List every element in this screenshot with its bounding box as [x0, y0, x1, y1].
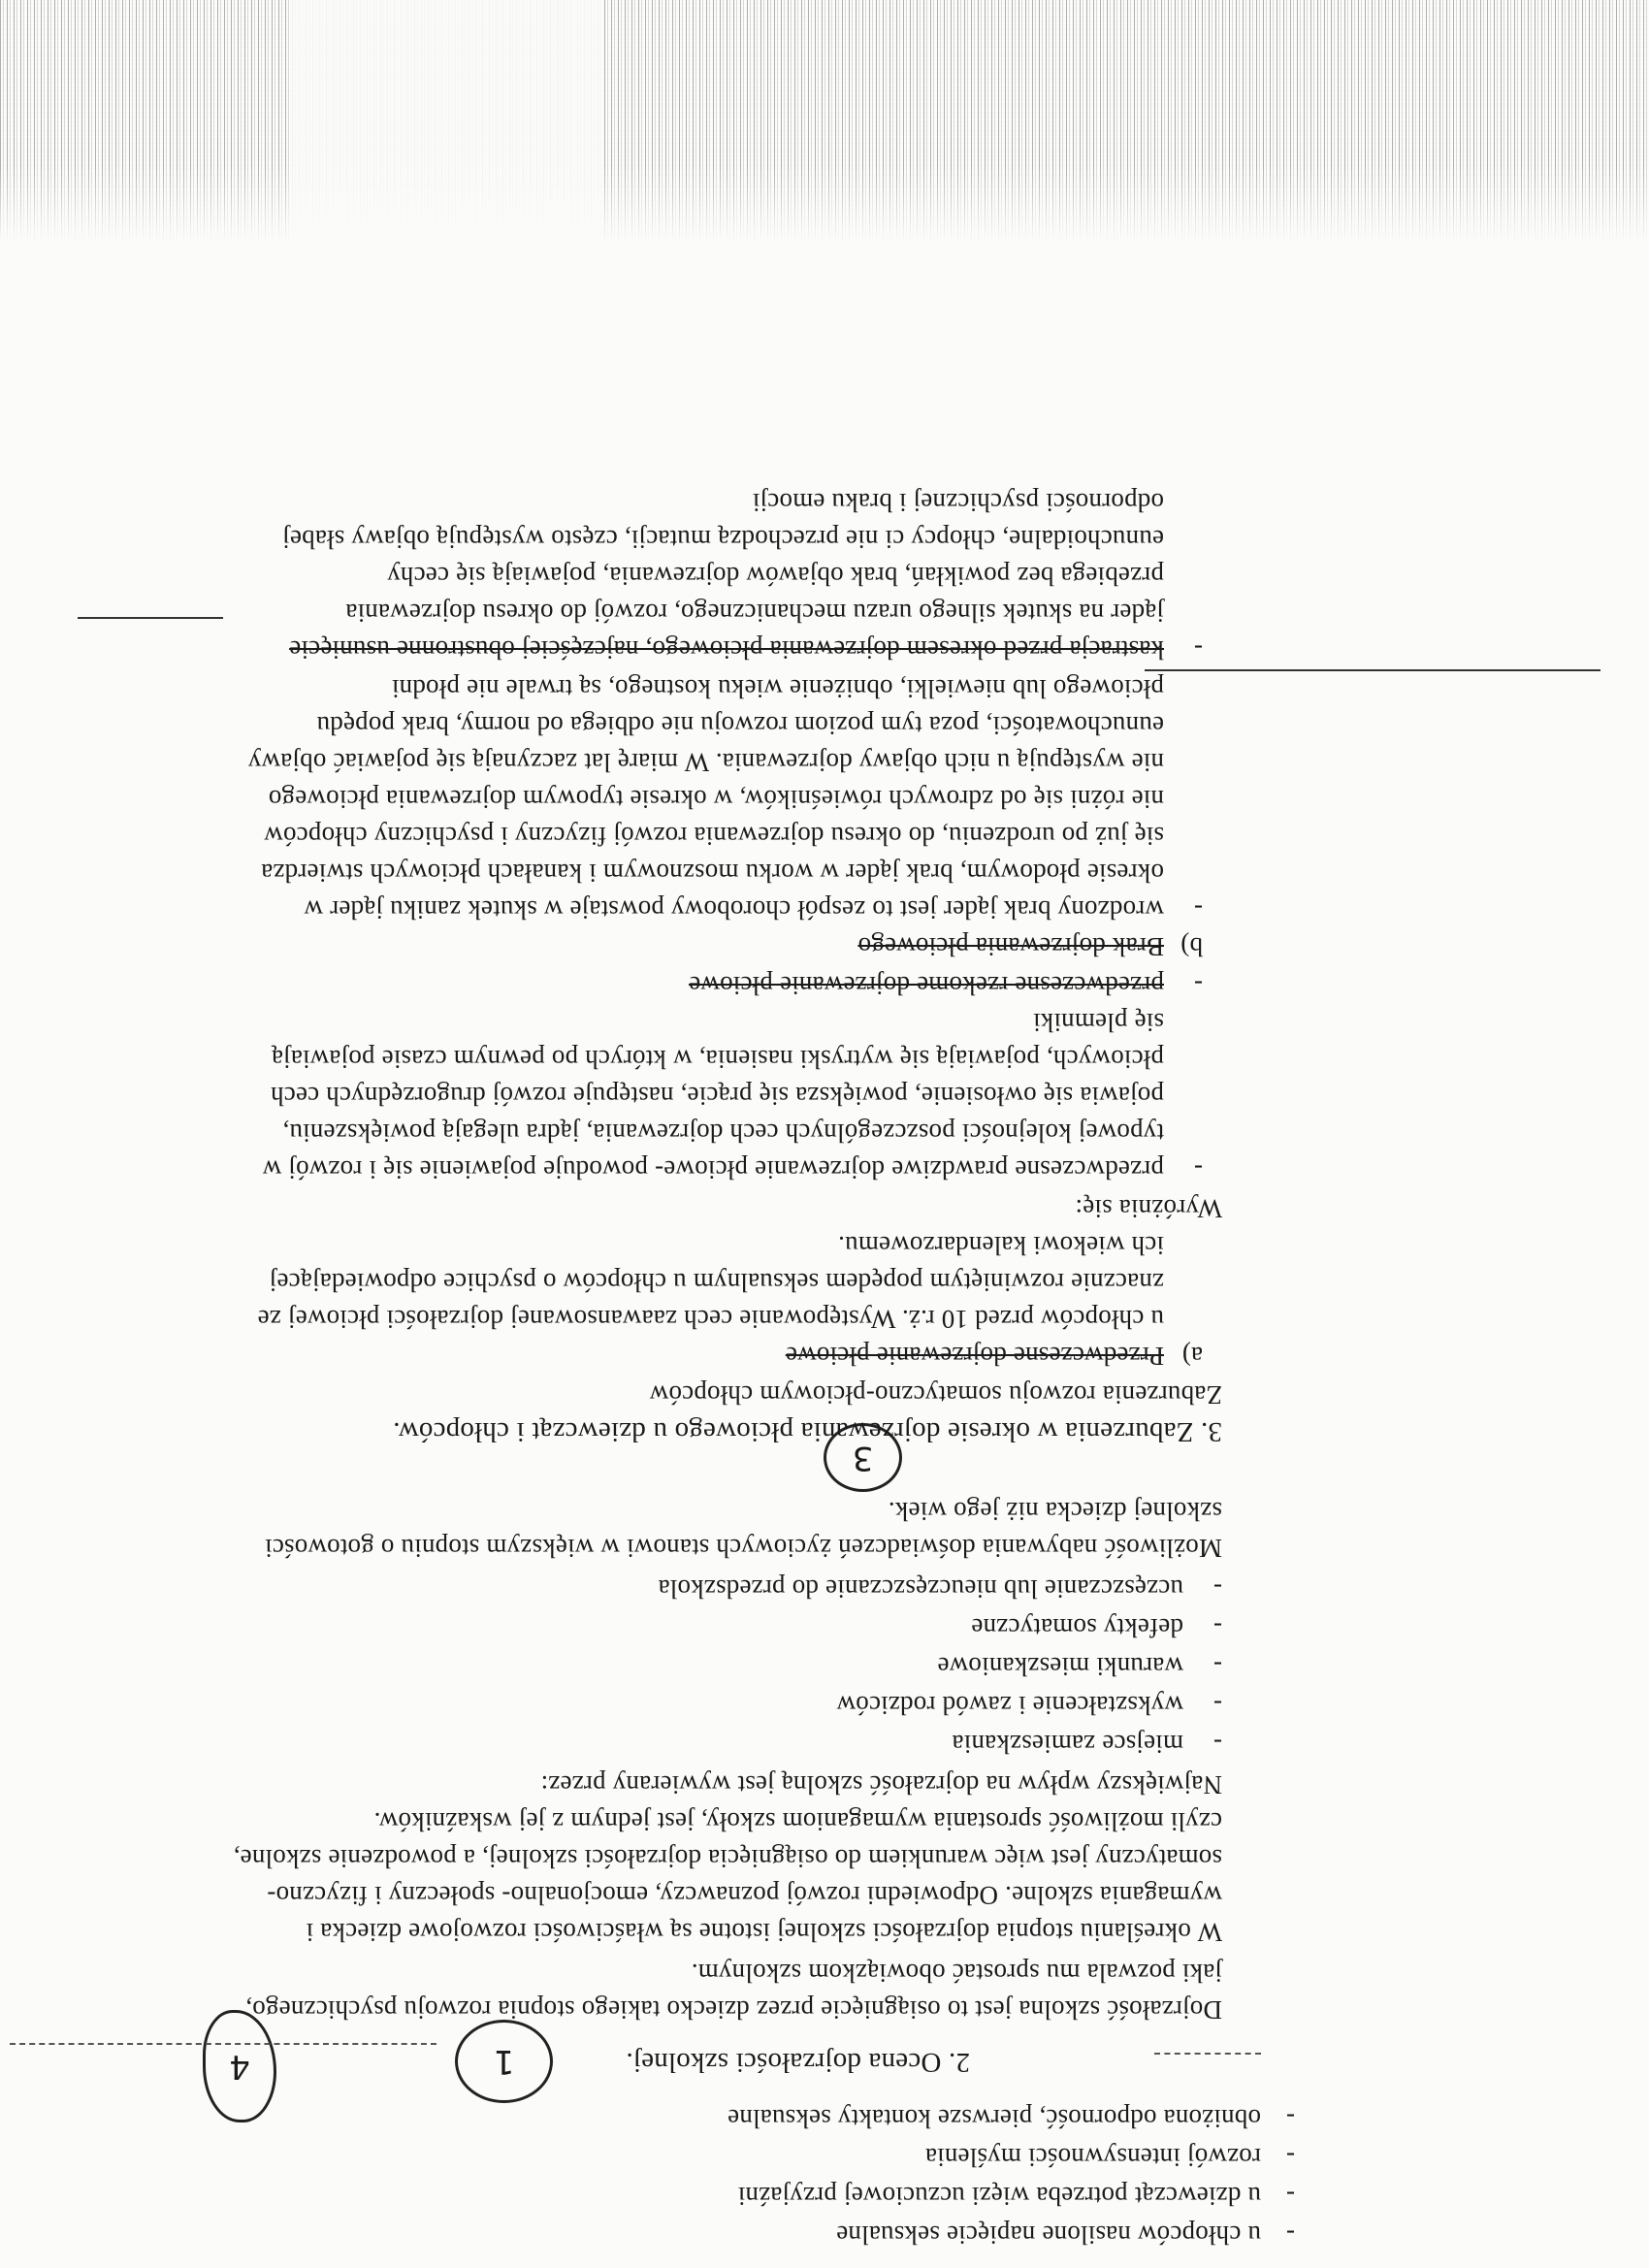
- s2-factor: uczęszczanie lub nieuczęszczanie do przedszkola: [658, 1574, 1183, 1604]
- section-3-heading: 3. Zaburzenia w okresie dojrzewania płciowego u dziewcząt i chłopców.: [393, 1416, 1222, 1447]
- s3-prawdziwe-line: płciowych, pojawiają się wytryski nasienia, w których po pewnym czasie pojawiają: [271, 1045, 1164, 1074]
- s3-prawdziwe-line: pojawia się owłosienie, powiększa się prącie, następuje rozwój drugorzędnych cech: [270, 1082, 1164, 1111]
- s3-item-a-title: Przedwczesne dojrzewanie płciowe: [785, 1342, 1164, 1371]
- s3-wrodzony-line: nie różni się od zdrowych rówieśników, w okresie typowym dojrzewania płciowego: [268, 785, 1164, 814]
- s3-item-a-text: znacznie rozwiniętym popędem seksualnym u chłopców o psychice odpowiedającej: [269, 1268, 1164, 1297]
- s2-para3-line: Możliwość nabywania doświadczeń życiowych stanowi w większym stopniu o gotowości: [264, 1534, 1222, 1563]
- s3-kastracja-line: przebiega bez powikłań, brak objawów dojrzewania, pojawiają się cechy: [387, 562, 1164, 591]
- s3-prawdziwe-line: się plemniki: [1032, 1008, 1164, 1037]
- rotated-content: 4 - u chłopców nasilone napięcie seksualne - u dziewcząt potrzeba więzi uczuciowej przyjaźni - rozwój intensywności myślenia - obniżona odporność, pierwsze kontakty seksualne 2. Ocena dojrzałości szkolnej. 1 Dojrzałość szkolna jest to osiągnięcie przez dziecko takiego stopnia rozwoju psychicznego, jaki pozwala mu sprostać obowiązkom szkolnym. W określaniu stopnia dojrzałości szkolnej istotne są właściwości rozwojowe dziecka i wymagania szkolne. Odpowiedni rozwój poznawczy, emocjonalno- społeczny i fizyczno- somatyczny jest więc warunkiem do osiągnięcia dojrzałości szkolnej, a powodzenie szkolne, czyli możliwość sprostania wymaganiom szkoły, jest jednym z jej wskaźników. Największy wpływ na dojrzałość szkolną jest wywierany przez: - miejsce zamieszkania - wykształcenie i zawód rodziców - warunki mieszkaniowe - defekty somatyczne - uczęszczanie lub nieuczęszczanie do przedszkola Możliwość nabywania doświadczeń życiowych stanowi w większym stopniu o gotowości szkolnej dziecka niż jego wiek. 3 3. Zaburzenia w okresie dojrzewania płciowego u dziewcząt i chłopców. Zaburzenia rozwoju somatyczno-płciowym chłopców a) Przedwczesne dojrzewanie płciowe u chłopców przed 10 r.ż. Występowanie cech zaawansowanej dojrzałości płciowej ze znacznie rozwiniętym popędem seksualnym u chłopców o psychice odpowiedającej ich wiekowi kalendarzowemu. Wyróżnia się: - przedwczesne prawdziwe dojrzewanie płciowe- powoduje pojawienie się i rozwój w typowej kolejności poszczególnych cech dojrzewania, jądra ulegają powiększeniu, pojawia się owłosienie, powiększa się prącie, następuje rozwój drugorzędnych cech płciowych, pojawiają się wytryski nasienia, w których po pewnym czasie pojawiają się plemniki - przedwczesne rzekome dojrzewanie płciowe b) Brak dojrzewania płciowego - wrodzony brak jąder jest to zespół chorobowy powstaje w skutek zaniku jąder w okresie płodowym, brak jąder w worku mosznowym i kanałach płciowych stwierdza się już po urodzeniu, do okresu dojrzewania rozwój fizyczny i psychiczny chłopców nie różni się od zdrowych rówieśników, w okresie typowym dojrzewania płciowego nie występują u nich objawy dojrzewania. W miarę lat zaczynają się pojawiać objawy eunuchowatości, poza tym poziom rozwoju nie odbiega od normy, brak popędu płciowego lub niewielki, obniżenie wieku kostnego, są trwale nie płodni - kastracja przed okresem dojrzewania płciowego, najczęściej obustronne usunięcie jąder na skutek silnego urazu mechanicznego, rozwój do okresu dojrzewania przebiega bez powikłań, brak objawów dojrzewania, pojawiają się cechy eunuchoidalne, chłopcy ci nie przechodzą mutacji, często występują objawy słabej odporności psychicznej i braku emocji: [0, 0, 1649, 2268]
- s3-wrodzony-line: płciowego lub niewielki, obniżenie wieku kostnego, są trwale nie płodni: [391, 674, 1164, 703]
- s3-item-a-text: ich wiekowi kalendarzowemu.: [837, 1231, 1164, 1260]
- s2-para2-line: czyli możliwość sprostania wymaganiom szkoły, jest jednym z jej wskaźników.: [373, 1807, 1222, 1836]
- s3-item-a-text: u chłopców przed 10 r.ż. Występowanie cech zaawansowanej dojrzałości płciowej ze: [257, 1305, 1164, 1334]
- s2-factor: defekty somatyczne: [971, 1613, 1183, 1642]
- s3-wyroznia: Wyróżnia się:: [1075, 1194, 1222, 1223]
- section-2-heading: 2. Ocena dojrzałości szkolnej.: [626, 2047, 970, 2078]
- s3-wrodzony-line: eunuchowatości, poza tym poziom rozwoju nie odbiega od normy, brak popędu: [316, 711, 1164, 740]
- s2-para2-line: Największy wpływ na dojrzałość szkolną jest wywierany przez:: [540, 1770, 1222, 1799]
- s3-wrodzony-line: się już po urodzeniu, do okresu dojrzewania rozwój fizyczny i psychiczny chłopców: [264, 822, 1164, 851]
- s3-kastracja-line: eunuchoidalne, chłopcy ci nie przechodzą mutacji, często występują objawy słabej: [282, 525, 1164, 554]
- s2-factor: miejsce zamieszkania: [952, 1730, 1183, 1759]
- s3-wrodzony-line: nie występują u nich objawy dojrzewania. W miarę lat zaczynają się pojawiać objawy: [247, 748, 1164, 777]
- s2-para1-line: Dojrzałość szkolna jest to osiągnięcie przez dziecko takiego stopnia rozwoju psychicznego,: [245, 1995, 1222, 2025]
- top-list-item: u dziewcząt potrzeba więzi uczuciowej przyjaźni: [737, 2182, 1261, 2211]
- s2-para2-line: wymagania szkolne. Odpowiedni rozwój poznawczy, emocjonalno- społeczny i fizyczno-: [267, 1881, 1222, 1910]
- s3-wrodzony-line: wrodzony brak jąder jest to zespół chorobowy powstaje w skutek zaniku jąder w: [304, 895, 1164, 924]
- s3-wrodzony-line: okresie płodowym, brak jąder w worku mosznowym i kanałach płciowych stwierdza: [261, 859, 1164, 888]
- s2-factor: wykształcenie i zawód rodziców: [836, 1691, 1183, 1720]
- s3-kastracja-line: jąder na skutek silnego urazu mechanicznego, rozwój do okresu dojrzewania: [345, 599, 1164, 628]
- s2-para1-line: jaki pozwala mu sprostać obowiązkom szkolnym.: [691, 1959, 1222, 1988]
- top-list-item: obniżona odporność, pierwsze kontakty seksualne: [727, 2104, 1261, 2133]
- s3-item-a-label: a): [1181, 1342, 1203, 1371]
- s2-para3-line: szkolnej dziecka niż jego wiek.: [888, 1497, 1222, 1526]
- s3-prawdziwe-line: przedwczesne prawdziwe dojrzewanie płciowe- powoduje pojawienie się i rozwój w: [262, 1155, 1164, 1184]
- s2-factor: warunki mieszkaniowe: [937, 1652, 1183, 1681]
- top-list-item: u chłopców nasilone napięcie seksualne: [836, 2220, 1261, 2250]
- s3-kastracja-line: odporności psychicznej i braku emocji: [752, 488, 1164, 517]
- section-2-circle: 1: [455, 2020, 553, 2103]
- s2-para2-line: W określaniu stopnia dojrzałości szkolnej istotne są właściwości rozwojowe dziecka i: [306, 1918, 1222, 1947]
- s3-prawdziwe-line: typowej kolejności poszczególnych cech dojrzewania, jądra ulegają powiększeniu,: [282, 1118, 1164, 1148]
- s3-item-b-label: b): [1180, 932, 1203, 961]
- page-number-circle: [203, 2010, 276, 2122]
- s3-item-b-title: Brak dojrzewania płciowego: [857, 932, 1164, 961]
- top-list-item: rozwój intensywności myślenia: [924, 2143, 1261, 2172]
- page-number: 4: [229, 2047, 250, 2086]
- s2-para2-line: somatyczny jest więc warunkiem do osiągnięcia dojrzałości szkolnej, a powodzenie szkolne,: [233, 1844, 1222, 1873]
- s3-rzekome: przedwczesne rzekome dojrzewanie płciowe: [689, 971, 1164, 1000]
- s3-kastracja-line: kastracja przed okresem dojrzewania płciowego, najczęściej obustronne usunięcie: [289, 635, 1164, 664]
- s3-subheading: Zaburzenia rozwoju somatyczno-płciowym chłopców: [649, 1380, 1222, 1409]
- section-3-circle: 3: [824, 1423, 902, 1492]
